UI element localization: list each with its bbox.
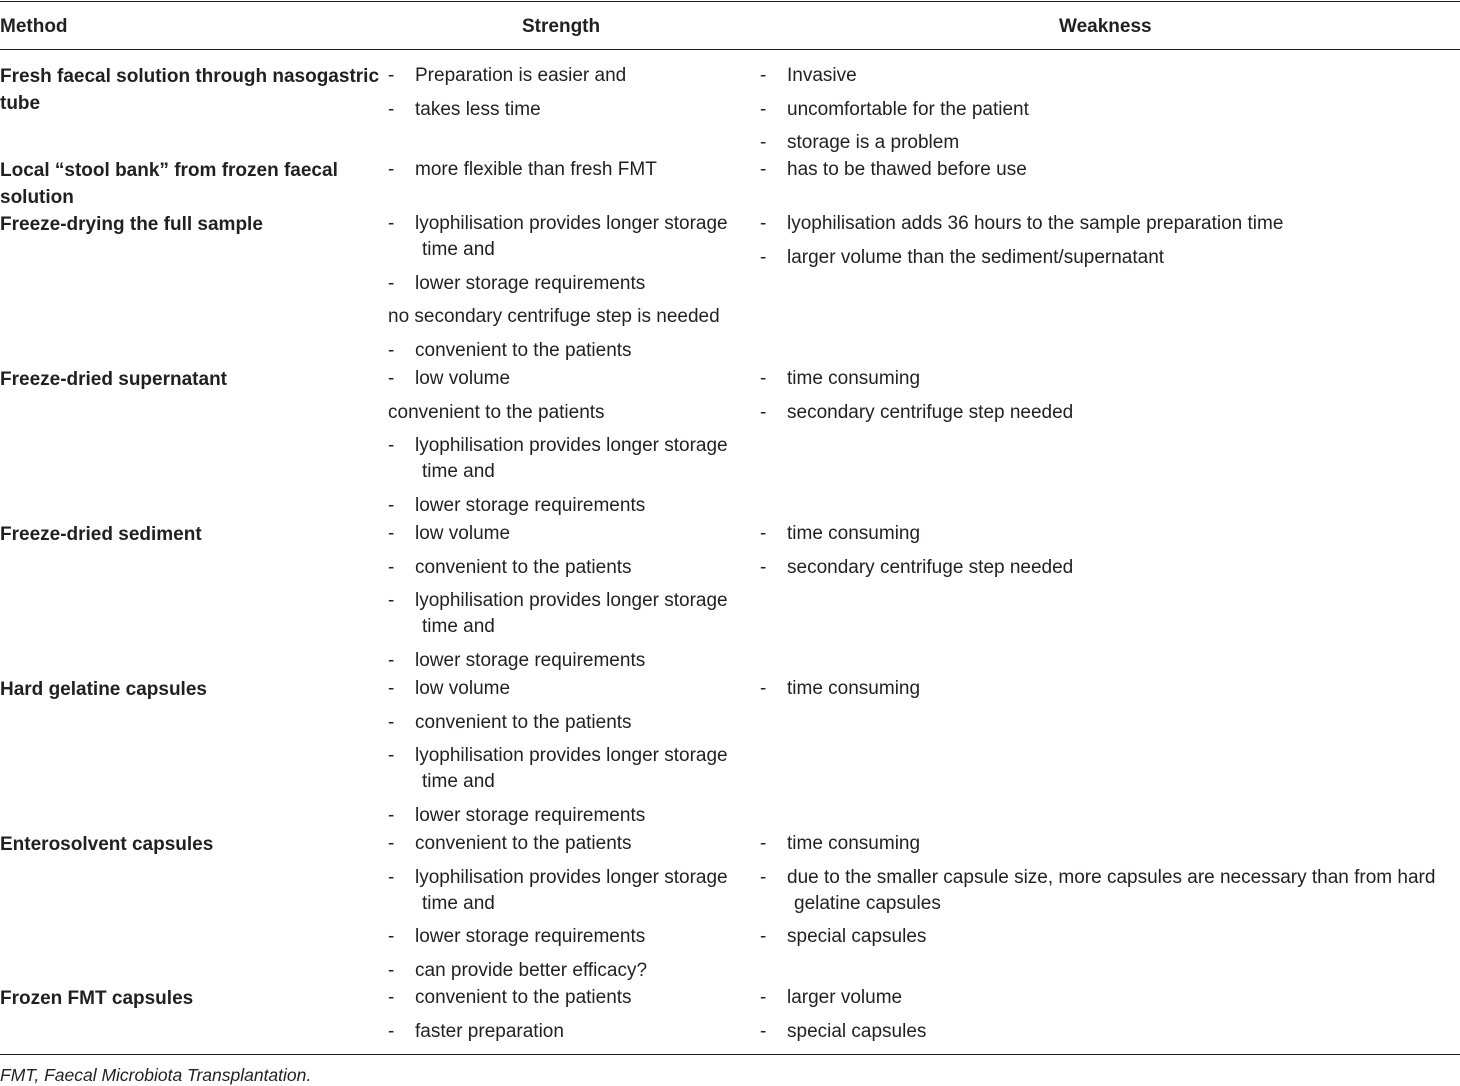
item-text: lyophilisation provides longer storage [415, 745, 728, 766]
item-text: due to the smaller capsule size, more capsules are necessary than from hard [787, 866, 1436, 888]
list-item [388, 97, 750, 123]
list-item [388, 676, 750, 702]
bullet-dash: - [760, 833, 767, 854]
method-cell: Hard gelatine capsules [0, 679, 207, 700]
item-text: lower storage requirements [415, 272, 646, 294]
bullet-dash: - [388, 833, 395, 854]
bullet-dash: - [760, 678, 767, 699]
item-text: larger volume [787, 987, 903, 1008]
item-text: special capsules [787, 926, 927, 947]
item-text: Invasive [787, 65, 857, 86]
item-text: lyophilisation provides longer storage [415, 590, 728, 611]
item-text: low volume [415, 678, 511, 699]
bullet-dash: - [388, 159, 395, 180]
table-top-rule [0, 1, 1460, 2]
item-text: no secondary centrifuge step is needed [388, 306, 720, 327]
strength-cell [388, 211, 750, 371]
list-item [760, 985, 1460, 1011]
bullet-dash: - [388, 556, 395, 578]
list-item [760, 400, 1460, 426]
item-text: Preparation is easier and [415, 65, 627, 86]
bullet-dash: - [388, 866, 395, 888]
item-text: more flexible than fresh FMT [415, 159, 657, 180]
item-text-continuation: time and [422, 892, 495, 914]
bullet-dash: - [388, 987, 395, 1008]
item-text: time consuming [787, 368, 921, 389]
strength-cell [388, 366, 750, 526]
weakness-cell [760, 366, 1460, 433]
item-text: low volume [415, 523, 511, 544]
item-text: lyophilisation provides longer storage [415, 435, 728, 456]
list-item [760, 521, 1460, 547]
weakness-cell [760, 831, 1460, 958]
method-cell: Freeze-drying the full sample [0, 214, 263, 235]
strength-cell [388, 676, 750, 836]
bullet-dash: - [388, 523, 395, 544]
item-text: convenient to the patients [415, 833, 632, 854]
strength-cell [388, 831, 750, 991]
item-text: faster preparation [415, 1020, 564, 1042]
bullet-dash: - [388, 435, 395, 456]
list-item [760, 63, 1460, 89]
method-cell: Fresh faecal solution through nasogastric tube [0, 66, 380, 114]
list-item [388, 400, 750, 426]
bullet-dash: - [388, 494, 395, 516]
list-item [760, 676, 1460, 702]
list-item [388, 157, 750, 183]
bullet-dash: - [760, 866, 767, 888]
list-item [388, 985, 750, 1011]
list-item [760, 366, 1460, 392]
bullet-dash: - [760, 556, 767, 578]
list-item [760, 157, 1460, 183]
bullet-dash: - [760, 523, 767, 544]
bullet-dash: - [388, 804, 395, 826]
item-text-continuation: time and [422, 461, 495, 482]
bullet-dash: - [388, 272, 395, 294]
bullet-dash: - [760, 65, 767, 86]
list-item [388, 433, 750, 485]
item-text: secondary centrifuge step needed [787, 556, 1074, 578]
list-item [388, 588, 750, 640]
header-strength: Strength [522, 16, 601, 37]
bullet-dash: - [388, 711, 395, 733]
bullet-dash: - [760, 401, 767, 423]
bullet-dash: - [760, 1020, 767, 1042]
strength-cell [388, 63, 750, 130]
method-cell: Enterosolvent capsules [0, 834, 214, 855]
method-cell: Freeze-dried sediment [0, 524, 202, 545]
weakness-cell [760, 521, 1460, 588]
item-text: special capsules [787, 1020, 927, 1042]
list-item [388, 924, 750, 950]
list-item [388, 271, 750, 297]
bullet-dash: - [760, 368, 767, 389]
list-item [388, 1019, 750, 1045]
item-text: lower storage requirements [415, 649, 646, 671]
item-text: has to be thawed before use [787, 159, 1027, 180]
item-text: lower storage requirements [415, 926, 646, 947]
list-item [388, 710, 750, 736]
weakness-cell [760, 676, 1460, 710]
item-text: convenient to the patients [415, 987, 632, 1008]
bullet-dash: - [760, 246, 767, 268]
bullet-dash: - [388, 745, 395, 766]
bullet-dash: - [388, 339, 395, 361]
item-text: can provide better efficacy? [415, 959, 648, 981]
weakness-cell [760, 211, 1460, 278]
list-item [388, 865, 750, 917]
weakness-cell [760, 157, 1460, 191]
bullet-dash: - [760, 213, 767, 234]
list-item [388, 366, 750, 392]
item-text-continuation: time and [422, 616, 495, 637]
strength-cell [388, 985, 750, 1052]
table-footnote: FMT, Faecal Microbiota Transplantation. [0, 1065, 312, 1085]
list-item [388, 803, 750, 829]
bullet-dash: - [388, 213, 395, 234]
bullet-dash: - [388, 678, 395, 699]
bullet-dash: - [388, 959, 395, 981]
item-text: takes less time [415, 98, 541, 120]
item-text: convenient to the patients [415, 339, 632, 361]
list-item [760, 924, 1460, 950]
header-method: Method [0, 16, 68, 37]
item-text: lyophilisation adds 36 hours to the sample preparation time [787, 213, 1284, 234]
strength-cell [388, 157, 750, 191]
header-weakness: Weakness [1059, 16, 1152, 37]
bullet-dash: - [388, 649, 395, 671]
list-item [388, 521, 750, 547]
item-text-continuation: gelatine capsules [794, 892, 941, 914]
bullet-dash: - [760, 132, 767, 153]
item-text: lower storage requirements [415, 804, 646, 826]
bullet-dash: - [388, 926, 395, 947]
list-item [760, 211, 1460, 237]
bullet-dash: - [760, 98, 767, 120]
bullet-dash: - [760, 159, 767, 180]
item-text: convenient to the patients [415, 711, 632, 733]
list-item [760, 245, 1460, 271]
bullet-dash: - [388, 590, 395, 611]
item-text: larger volume than the sediment/supernatant [787, 246, 1165, 268]
bullet-dash: - [388, 1020, 395, 1042]
list-item [388, 211, 750, 263]
item-text: time consuming [787, 678, 921, 699]
list-item [760, 831, 1460, 857]
list-item [388, 63, 750, 89]
item-text: low volume [415, 368, 511, 389]
list-item [760, 555, 1460, 581]
item-text: uncomfortable for the patient [787, 98, 1029, 120]
list-item [388, 338, 750, 364]
bullet-dash: - [760, 926, 767, 947]
weakness-cell [760, 985, 1460, 1052]
item-text: secondary centrifuge step needed [787, 401, 1074, 423]
list-item [760, 1019, 1460, 1045]
item-text: convenient to the patients [415, 556, 632, 578]
table-bottom-rule [0, 1054, 1460, 1055]
item-text: time consuming [787, 523, 921, 544]
list-item [388, 743, 750, 795]
list-item [760, 865, 1460, 917]
item-text: lyophilisation provides longer storage [415, 866, 728, 888]
list-item [388, 304, 750, 330]
item-text: convenient to the patients [388, 401, 605, 423]
item-text: lyophilisation provides longer storage [415, 213, 728, 234]
item-text: time consuming [787, 833, 921, 854]
strength-cell [388, 521, 750, 681]
list-item [760, 97, 1460, 123]
header-rule [0, 49, 1460, 50]
list-item [388, 958, 750, 984]
list-item [388, 648, 750, 674]
bullet-dash: - [388, 368, 395, 389]
item-text-continuation: time and [422, 239, 495, 260]
weakness-cell [760, 63, 1460, 164]
item-text-continuation: time and [422, 771, 495, 792]
list-item [388, 555, 750, 581]
list-item [388, 493, 750, 519]
bullet-dash: - [388, 65, 395, 86]
list-item [760, 130, 1460, 156]
method-cell: Local “stool bank” from frozen faecal solution [0, 160, 338, 208]
bullet-dash: - [388, 98, 395, 120]
item-text: lower storage requirements [415, 494, 646, 516]
method-cell: Frozen FMT capsules [0, 988, 194, 1009]
item-text: storage is a problem [787, 132, 960, 153]
method-cell: Freeze-dried supernatant [0, 369, 227, 390]
bullet-dash: - [760, 987, 767, 1008]
list-item [388, 831, 750, 857]
